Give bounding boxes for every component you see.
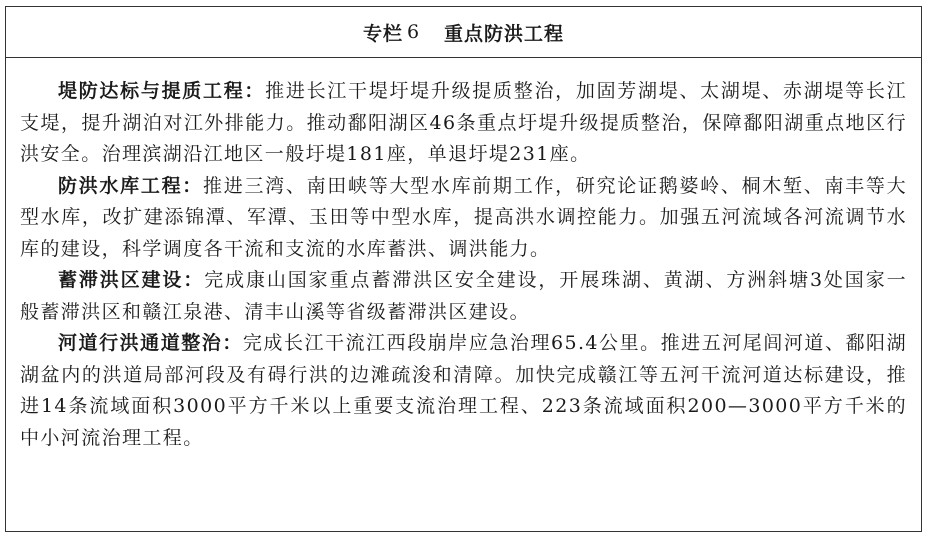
panel-title-number: 6 [406, 21, 421, 43]
panel-title-text: 重点防洪工程 [444, 22, 565, 45]
section-detention-area [20, 265, 907, 328]
section-body: 推进三湾、南田峡等大型水库前期工作，研究论证鹅婆岭、桐木堑、南丰等大型水库，改扩建添锦潭、军潭、玉田等中型水库，提高洪水调控能力。加强五河流域各河流调节水库的建设，科学调度各干流和支流的水库蓄洪、调洪能力。 [20, 174, 907, 260]
panel-content [6, 58, 921, 454]
section-reservoir [20, 171, 907, 266]
section-body: 完成康山国家重点蓄滞洪区安全建设，开展珠湖、黄湖、方洲斜塘3处国家一般蓄滞洪区和赣江泉港、清丰山溪等省级蓄滞洪区建设。 [20, 269, 907, 323]
section-label: 蓄滞洪区建设： [58, 269, 205, 291]
feature-panel [5, 6, 922, 532]
panel-title [6, 7, 921, 58]
section-body: 完成长江干流江西段崩岸应急治理65.4公里。推进五河尾闾河道、鄱阳湖湖盆内的洪道局部河段及有碍行洪的边滩疏浚和清障。加快完成赣江等五河干流河道达标建设，推进14条流域面积3000平方千米以上重要支流治理工程、223条流域面积200—3000平方千米的中小河流治理工程。 [20, 332, 907, 449]
panel-title-prefix: 专栏 [362, 22, 403, 45]
section-levee [20, 76, 907, 171]
section-label: 河道行洪通道整治： [58, 332, 243, 354]
section-river-channel [20, 328, 907, 454]
section-body: 推进长江干堤圩堤升级提质整治，加固芳湖堤、太湖堤、赤湖堤等长江支堤，提升湖泊对江外排能力。推动鄱阳湖区46条重点圩堤升级提质整治，保障鄱阳湖重点地区行洪安全。治理滨湖沿江地区一般圩堤181座，单退圩堤231座。 [20, 80, 907, 165]
section-label: 堤防达标与提质工程： [58, 80, 266, 102]
section-label: 防洪水库工程： [58, 174, 204, 197]
